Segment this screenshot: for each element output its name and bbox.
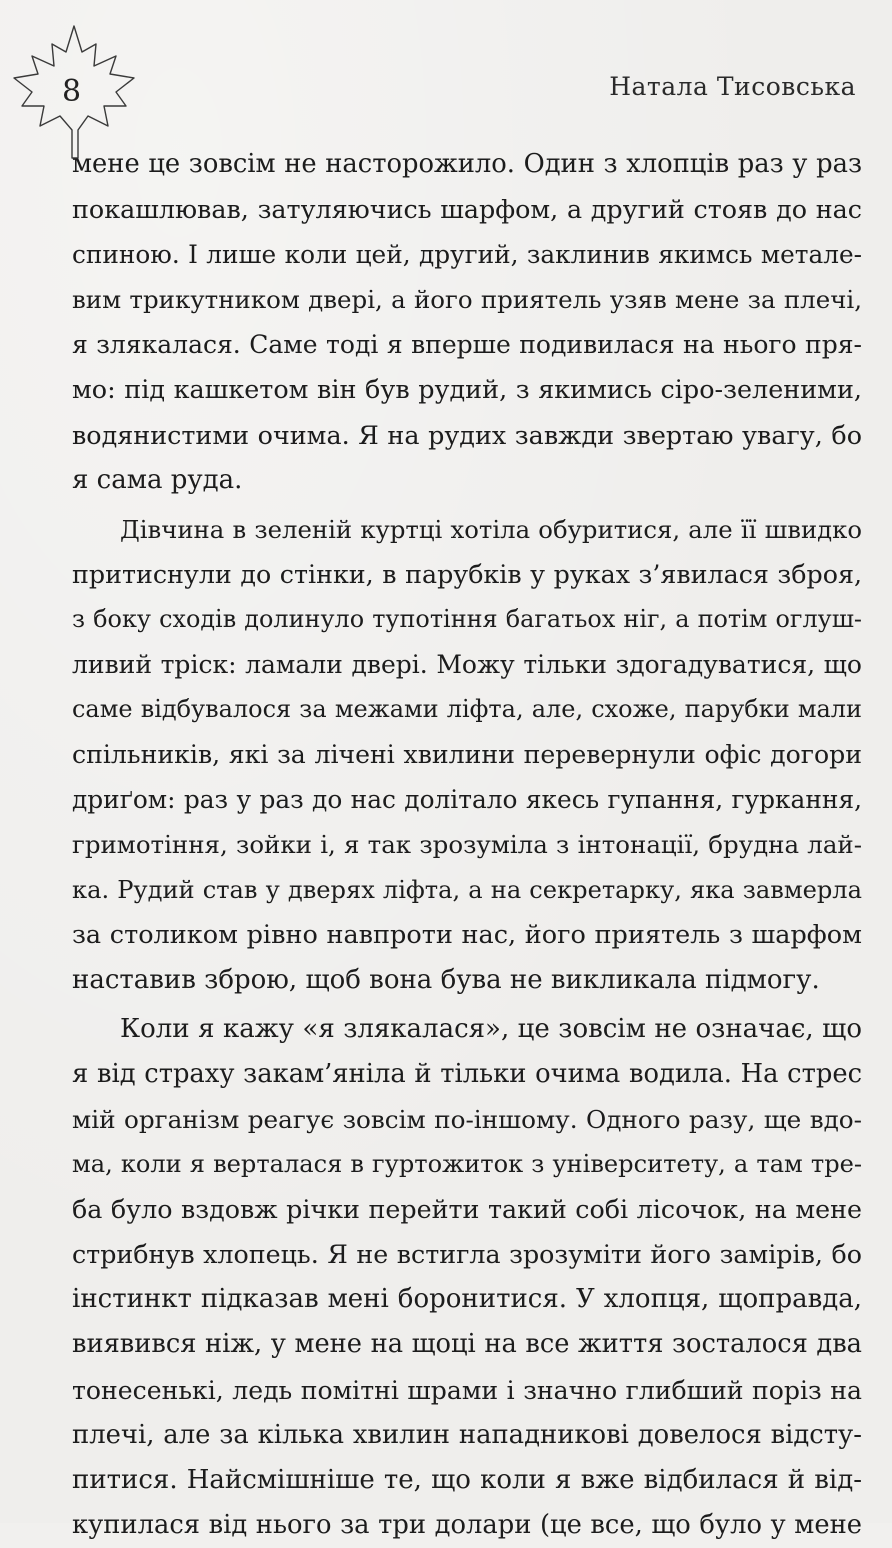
text-line: Дівчина в зеленій куртці хотіла обуритися, але її швидко [120,514,862,544]
text-line: дриґом: раз у раз до нас долітало якесь гупання, гуркання, [72,785,862,815]
text-line: наставив зброю, щоб вона бува не викликала підмогу. [72,964,820,995]
paragraph-2 [72,507,862,1003]
text-line: стрибнув хлопець. Я не встигла зрозуміти його замірів, бо [72,1239,862,1270]
text-line: спиною. І лише коли цей, другий, заклинив якимсь метале- [72,240,862,270]
text-line: купилася від нього за три долари (це все, що було у мене [72,1509,862,1540]
text-line: я сама руда. [72,464,243,495]
text-line: мій організм реагує зовсім по-іншому. Одного разу, ще вдо- [72,1104,862,1134]
text-line: я злякалася. Саме тоді я вперше подивилася на нього пря- [72,330,862,360]
text-line: гримотіння, зойки і, я так зрозуміла з інтонації, брудна лай- [72,830,862,860]
text-line: інстинкт підказав мені боронитися. У хлопця, щоправда, [72,1284,862,1315]
text-line: плечі, але за кілька хвилин нападникові довелося відсту- [72,1419,862,1450]
text-line: притиснули до стінки, в парубків у руках з’явилася зброя, [72,558,862,589]
text-line: ба було вздовж річки перейти такий собі лісочок, на мене [72,1194,862,1225]
text-line: ка. Рудий став у дверях ліфта, а на секретарку, яка завмерла [72,875,862,904]
text-line: ливий тріск: ламали двері. Можу тільки здогадуватися, що [72,650,862,680]
paragraph-1 [72,142,862,503]
text-line: покашлював, затуляючись шарфом, а другий стояв до нас [72,194,862,225]
text-line: вим трикутником двері, а його приятель узяв мене за плечі, [72,285,862,315]
text-line: ма, коли я верталася в гуртожиток з університету, а там тре- [72,1150,862,1179]
text-line: я від страху закам’яніла й тільки очима водила. На стрес [72,1058,862,1089]
text-line: мо: під кашкетом він був рудий, з якимись сіро-зеленими, [72,374,862,405]
running-header-author: Натала Тисовська [609,72,856,101]
page-number: 8 [62,74,82,109]
paragraph-3 [72,1007,862,1548]
text-line: водянистими очима. Я на рудих завжди звертаю увагу, бо [72,419,862,450]
text-line: за столиком рівно навпроти нас, його приятель з шарфом [72,919,862,950]
text-line: саме відбувалося за межами ліфта, але, схоже, парубки мали [72,695,862,724]
body-text [72,142,862,1548]
text-line: виявився ніж, у мене на щоці на все життя зосталося два [72,1329,862,1360]
text-line: тонесенькі, ледь помітні шрами і значно глибший поріз на [72,1375,862,1405]
text-line: з боку сходів долинуло тупотіння багатьох ніг, а потім оглуш- [72,604,862,633]
text-line: питися. Найсмішніше те, що коли я вже відбилася й від- [72,1464,862,1495]
text-line: спільників, які за лічені хвилини перевернули офіс догори [72,740,862,770]
text-line: мене це зовсім не насторожило. Один з хлопців раз у раз [72,149,862,179]
text-line: Коли я кажу «я злякалася», це зовсім не означає, що [120,1013,862,1044]
